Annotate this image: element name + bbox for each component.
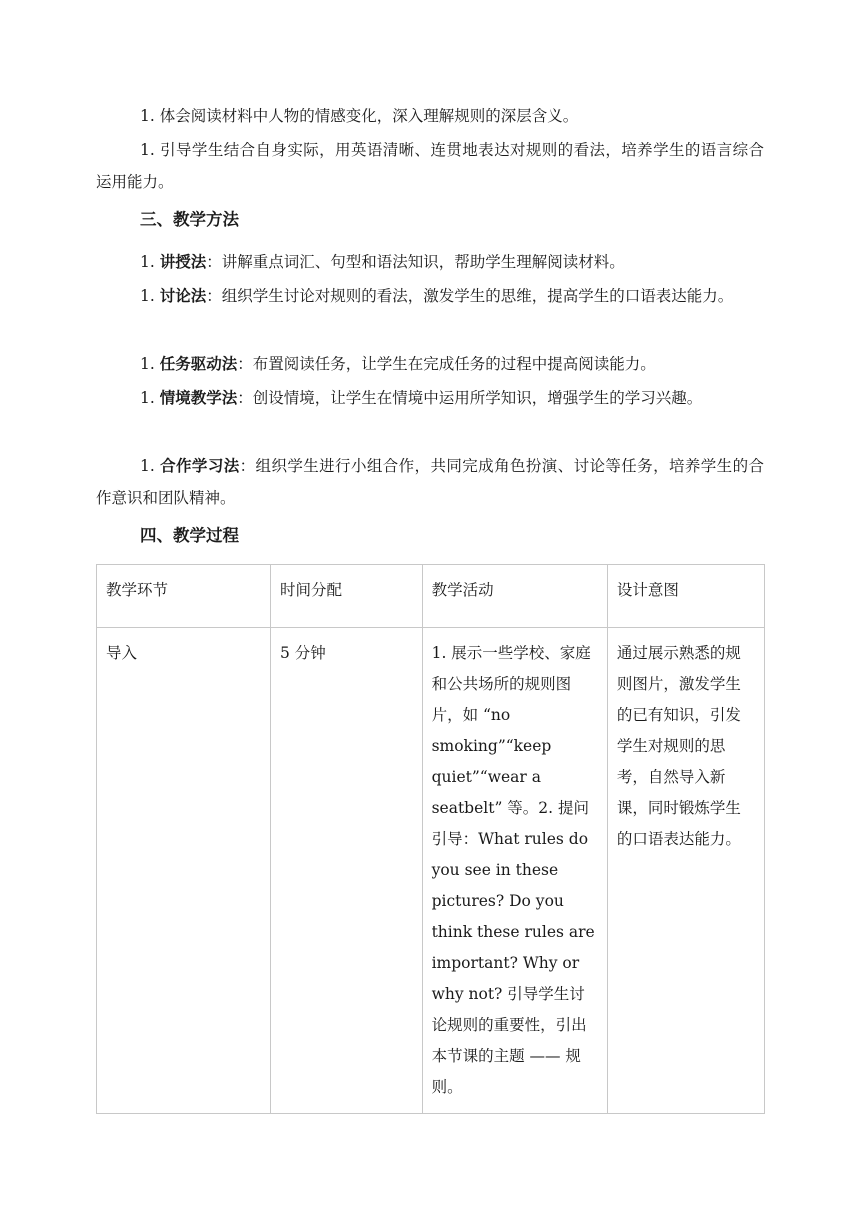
section-heading-teaching-methods: 三、教学方法: [140, 210, 239, 229]
method-item: [96, 382, 764, 414]
method-term: 任务驱动法: [159, 354, 238, 373]
method-term: 情境教学法: [159, 388, 238, 407]
table-cell: 1. 展示一些学校、家庭和公共场所的规则图片，如 “no smoking”“keep quiet”“wear a seatbelt” 等。2. 提问引导：What rules do you see in these pictures? Do you think these rules are important? Why or why not? 引导学生讨论规则的重要性，引出本节课的主题 —— 规则。: [422, 628, 607, 1114]
table-cell: 导入: [97, 628, 271, 1114]
method-term: 讨论法: [159, 286, 207, 305]
objective-paragraph: 1. 引导学生结合自身实际，用英语清晰、连贯地表达对规则的看法，培养学生的语言综合运用能力。: [96, 141, 764, 191]
table-header-cell: 设计意图: [607, 565, 764, 628]
method-item: [96, 450, 764, 514]
method-text: ：讲解重点词汇、句型和语法知识，帮助学生理解阅读材料。: [206, 253, 625, 271]
method-number: 1.: [140, 355, 160, 373]
method-item: [96, 246, 764, 278]
method-number: 1.: [140, 457, 161, 475]
method-item: [96, 348, 764, 380]
method-term: 讲授法: [159, 252, 207, 271]
table-cell: 通过展示熟悉的规则图片，激发学生的已有知识，引发学生对规则的思考，自然导入新课，同时锻炼学生的口语表达能力。: [607, 628, 764, 1114]
teaching-process-table: [96, 564, 765, 1114]
objective-paragraph: 1. 体会阅读材料中人物的情感变化，深入理解规则的深层含义。: [140, 107, 579, 125]
section-heading-teaching-process: 四、教学过程: [140, 526, 239, 545]
table-header-cell: 教学环节: [97, 565, 271, 628]
method-number: 1.: [140, 253, 160, 271]
table-header-cell: 时间分配: [271, 565, 423, 628]
table-row: [97, 628, 765, 1114]
method-text: ：创设情境，让学生在情境中运用所学知识，增强学生的学习兴趣。: [237, 389, 703, 407]
method-number: 1.: [140, 287, 160, 305]
method-text: ：布置阅读任务，让学生在完成任务的过程中提高阅读能力。: [237, 355, 656, 373]
method-term: 合作学习法: [160, 456, 240, 475]
method-number: 1.: [140, 389, 160, 407]
method-item: [96, 280, 764, 312]
method-text: ：组织学生讨论对规则的看法，激发学生的思维，提高学生的口语表达能力。: [206, 287, 734, 305]
table-header-row: [97, 565, 765, 628]
method-text: ：组织学生进行小组合作，共同完成角色扮演、讨论等任务，培养学生的合作意识和团队精神。: [96, 457, 764, 507]
table-cell: 5 分钟: [271, 628, 423, 1114]
table-header-cell: 教学活动: [422, 565, 607, 628]
